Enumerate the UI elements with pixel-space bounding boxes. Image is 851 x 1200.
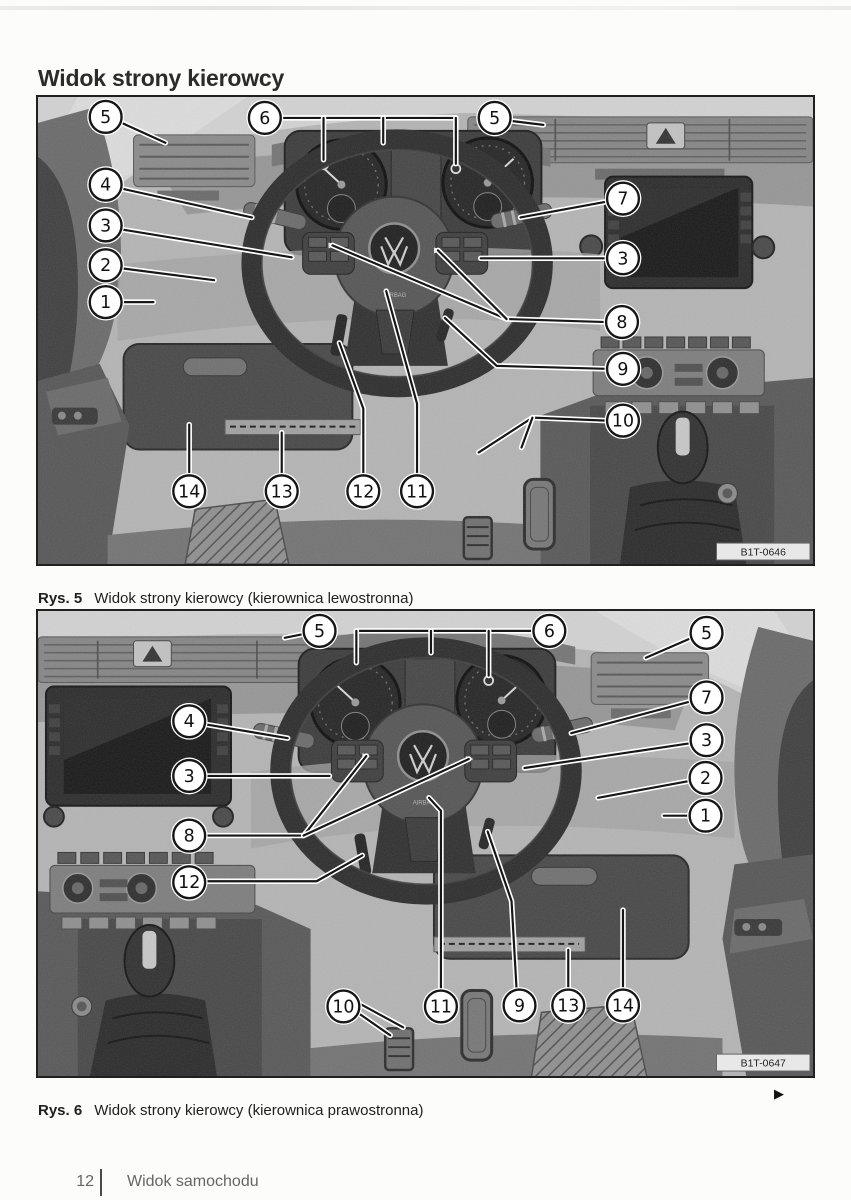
- page-number: 12: [76, 1173, 94, 1190]
- airbag-label: AIRBAG: [412, 800, 436, 807]
- svg-text:6: 6: [543, 621, 555, 642]
- airbag-label: AIRBAG: [383, 293, 407, 300]
- svg-text:7: 7: [701, 688, 713, 709]
- svg-text:5: 5: [701, 623, 713, 644]
- footer-divider: [100, 1169, 102, 1196]
- image-code-tag: [716, 543, 810, 560]
- image-code: B1T-0646: [740, 547, 786, 559]
- svg-text:3: 3: [100, 216, 112, 237]
- svg-text:12: 12: [178, 873, 201, 894]
- svg-text:2: 2: [700, 768, 712, 789]
- svg-text:5: 5: [314, 621, 326, 642]
- page-title: Widok strony kierowcy: [38, 65, 285, 92]
- figure-5-frame: [36, 95, 815, 566]
- svg-text:13: 13: [270, 482, 293, 503]
- image-code-tag: [716, 1054, 810, 1071]
- svg-text:14: 14: [178, 482, 201, 503]
- caption-text: Widok strony kierowcy (kierownica lewostronna): [94, 590, 414, 607]
- svg-text:7: 7: [617, 189, 629, 210]
- svg-text:10: 10: [611, 411, 635, 432]
- page-footer: [0, 1168, 851, 1200]
- svg-text:13: 13: [557, 996, 580, 1017]
- caption-label: Rys. 5: [38, 590, 83, 607]
- image-code: B1T-0647: [740, 1058, 786, 1070]
- svg-text:6: 6: [259, 108, 271, 129]
- svg-text:3: 3: [617, 249, 629, 270]
- svg-text:4: 4: [183, 712, 195, 733]
- svg-text:2: 2: [100, 256, 112, 277]
- svg-text:8: 8: [183, 826, 195, 847]
- footer-section-title: Widok samochodu: [127, 1173, 259, 1190]
- svg-text:9: 9: [513, 996, 526, 1017]
- svg-text:3: 3: [183, 766, 195, 787]
- svg-text:11: 11: [429, 997, 452, 1018]
- svg-text:8: 8: [616, 313, 628, 334]
- svg-text:5: 5: [100, 107, 112, 128]
- caption-label: Rys. 6: [38, 1102, 83, 1119]
- svg-text:11: 11: [405, 482, 429, 503]
- figure-5-caption: [38, 590, 413, 607]
- figure-6-frame: [36, 609, 815, 1078]
- svg-text:5: 5: [489, 108, 501, 129]
- svg-text:3: 3: [701, 731, 713, 752]
- svg-text:1: 1: [700, 806, 712, 827]
- caption-text: Widok strony kierowcy (kierownica prawostronna): [94, 1102, 424, 1119]
- svg-text:14: 14: [611, 996, 635, 1017]
- figure-5-image: [38, 97, 813, 564]
- svg-text:4: 4: [100, 175, 112, 196]
- svg-text:1: 1: [100, 293, 112, 314]
- figure-6-caption: [38, 1102, 423, 1119]
- svg-text:12: 12: [352, 482, 375, 503]
- figure-6-image: [38, 611, 813, 1076]
- svg-text:10: 10: [332, 997, 355, 1018]
- next-page-arrow-icon: ▶: [774, 1086, 784, 1101]
- svg-text:9: 9: [617, 359, 629, 380]
- scan-artifact: [0, 6, 851, 10]
